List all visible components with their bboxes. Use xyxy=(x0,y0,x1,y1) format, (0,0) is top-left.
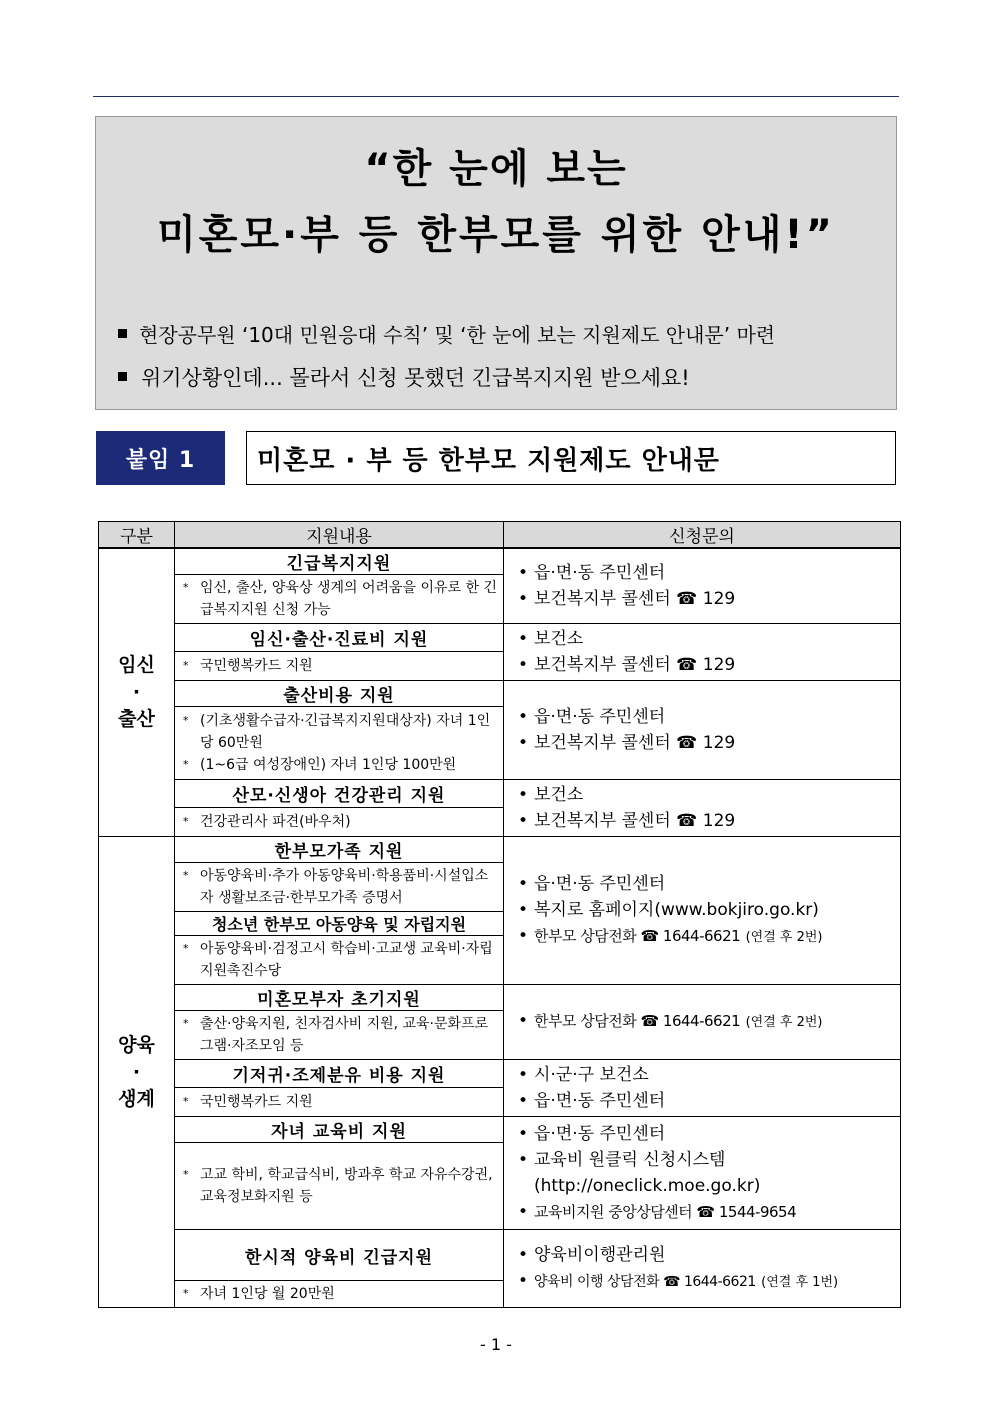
table-row xyxy=(99,837,901,863)
section-title: 자녀 교육비 지원 xyxy=(175,1117,504,1143)
detail-item: * 출산·양육지원, 친자검사비 지원, 교육·문화프로그램·자조모임 등 xyxy=(183,1013,499,1057)
contact-cell xyxy=(504,780,901,837)
category-text: 임신 xyxy=(118,654,155,676)
contact-item: • 읍·면·동 주민센터 xyxy=(518,1121,892,1147)
section-title: 임신·출산·진료비 지원 xyxy=(175,624,504,652)
contact-item: • 양육비이행관리원 xyxy=(518,1242,892,1268)
contact-item xyxy=(518,1008,892,1036)
contact-item xyxy=(518,1199,892,1225)
detail-item: * (기초생활수급자·긴급복지지원대상자) 자녀 1인당 60만원 xyxy=(183,710,499,754)
top-rule xyxy=(93,96,899,97)
detail-item: * (1~6급 여성장애인) 자녀 1인당 100만원 xyxy=(183,754,499,776)
category-text: 생계 xyxy=(118,1087,155,1110)
title-line-1: “한 눈에 보는 xyxy=(364,146,628,192)
table-row xyxy=(99,780,901,808)
category-text: 양육 xyxy=(118,1033,155,1056)
contact-item: • 보건복지부 콜센터 ☎ 129 xyxy=(518,730,892,756)
contact-cell xyxy=(504,985,901,1060)
header-content: 지원내용 xyxy=(175,522,504,549)
page-number: - 1 - xyxy=(480,1335,512,1354)
square-bullet-icon xyxy=(118,329,127,338)
contact-item: • 보건복지부 콜센터 ☎ 129 xyxy=(518,808,892,834)
contact-item: • 읍·면·동 주민센터 xyxy=(518,1088,892,1114)
contact-item xyxy=(518,923,892,951)
section-details xyxy=(175,807,504,836)
table-row xyxy=(99,548,901,575)
bullet-text-1: 현장공무원 ‘10대 민원응대 수칙’ 및 ‘한 눈에 보는 지원제도 안내문’ 마련 xyxy=(139,323,776,347)
contact-cell xyxy=(504,837,901,985)
contact-cell xyxy=(504,681,901,780)
table-row xyxy=(99,624,901,652)
contact-item: • 읍·면·동 주민센터 xyxy=(518,704,892,730)
section-details xyxy=(175,1143,504,1230)
detail-item: * 임신, 출산, 양육상 생계의 어려움을 이유로 한 긴급복지지원 신청 가능 xyxy=(183,577,499,621)
detail-item: * 건강관리사 파견(바우처) xyxy=(183,811,499,833)
category-text: · xyxy=(132,1060,141,1083)
contact-cell xyxy=(504,624,901,681)
contact-cell xyxy=(504,1060,901,1117)
category-text: · xyxy=(132,681,141,703)
header-contact: 신청문의 xyxy=(504,522,901,549)
contact-item: • 교육비 원클릭 신청시스템 xyxy=(518,1147,892,1173)
section-details xyxy=(175,863,504,912)
section-details xyxy=(175,707,504,780)
contact-item: • 보건소 xyxy=(518,782,892,808)
detail-item: * 고교 학비, 학교급식비, 방과후 학교 자유수강권, 교육정보화지원 등 xyxy=(183,1164,499,1208)
detail-item: * 국민행복카드 지원 xyxy=(183,655,499,677)
contact-note: (연결 후 2번) xyxy=(745,1015,823,1030)
section-details xyxy=(175,1087,504,1116)
detail-item: * 아동양육비·검정고시 학습비·고교생 교육비·자립지원촉진수당 xyxy=(183,938,499,982)
category-text: 출산 xyxy=(118,708,155,730)
section-title: 산모·신생아 건강관리 지원 xyxy=(175,780,504,808)
title-line-2: 미혼모·부 등 한부모를 위한 안내!” xyxy=(157,212,835,258)
contact-url: (http://oneclick.moe.go.kr) xyxy=(534,1176,761,1196)
section-title: 한부모가족 지원 xyxy=(175,837,504,863)
contact-item: • 읍·면·동 주민센터 xyxy=(518,871,892,897)
section-title: 청소년 한부모 아동양육 및 자립지원 xyxy=(175,912,504,936)
bullet-text-2: 위기상황인데... 몰라서 신청 못했던 긴급복지지원 받으세요! xyxy=(141,366,690,390)
contact-item: • 보건복지부 콜센터 ☎ 129 xyxy=(518,652,892,678)
contact-cell xyxy=(504,548,901,624)
contact-cell xyxy=(504,1230,901,1308)
section-title: 미혼모부자 초기지원 xyxy=(175,985,504,1011)
contact-phone: 한부모 상담전화 ☎ 1644-6621 xyxy=(534,1012,741,1030)
detail-item: * 아동양육비·추가 아동양육비·학용품비·시설입소자 생활보조금·한부모가족 증명서 xyxy=(183,865,499,909)
contact-phone: 한부모 상담전화 ☎ 1644-6621 xyxy=(534,926,741,945)
category-parenting xyxy=(99,837,175,1308)
table-header-row xyxy=(99,522,901,549)
table-row xyxy=(99,1117,901,1143)
header-category: 구분 xyxy=(99,522,175,549)
contact-item: • 보건소 xyxy=(518,626,892,652)
table-row xyxy=(99,1230,901,1281)
section-title: 기저귀·조제분유 비용 지원 xyxy=(175,1060,504,1088)
contact-item: • 복지로 홈페이지(www.bokjiro.go.kr) xyxy=(518,897,892,923)
table-row xyxy=(99,985,901,1011)
section-title: 긴급복지지원 xyxy=(175,548,504,575)
table-row xyxy=(99,681,901,707)
contact-phone: 양육비 이행 상담전화 ☎ 1644-6621 xyxy=(534,1273,756,1290)
section-details xyxy=(175,1011,504,1060)
detail-item: * 자녀 1인당 월 20만원 xyxy=(183,1283,499,1305)
section-details xyxy=(175,1281,504,1308)
detail-item: * 국민행복카드 지원 xyxy=(183,1091,499,1113)
section-details xyxy=(175,936,504,985)
section-details xyxy=(175,651,504,680)
contact-item xyxy=(518,1268,892,1296)
category-pregnancy xyxy=(99,548,175,837)
square-bullet-icon xyxy=(118,372,127,381)
contact-phone: 교육비지원 중앙상담센터 ☎ 1544-9654 xyxy=(534,1203,797,1221)
contact-item: • 읍·면·동 주민센터 xyxy=(518,560,892,586)
contact-cell xyxy=(504,1117,901,1230)
table-row xyxy=(99,1060,901,1088)
section-details xyxy=(175,575,504,624)
attachment-tag: 붙임 1 xyxy=(96,431,225,485)
contact-item: • 시·군·구 보건소 xyxy=(518,1062,892,1088)
section-title: 출산비용 지원 xyxy=(175,681,504,707)
contact-note: (연결 후 2번) xyxy=(745,929,823,945)
contact-item: • 보건복지부 콜센터 ☎ 129 xyxy=(518,586,892,612)
bullet-line-1 xyxy=(118,319,775,348)
contact-note: (연결 후 1번) xyxy=(761,1274,839,1290)
attachment-title: 미혼모 · 부 등 한부모 지원제도 안내문 xyxy=(246,431,896,485)
title-box xyxy=(95,116,897,410)
section-title: 한시적 양육비 긴급지원 xyxy=(175,1230,504,1281)
bullet-line-2 xyxy=(118,362,690,392)
support-table xyxy=(98,521,901,1308)
